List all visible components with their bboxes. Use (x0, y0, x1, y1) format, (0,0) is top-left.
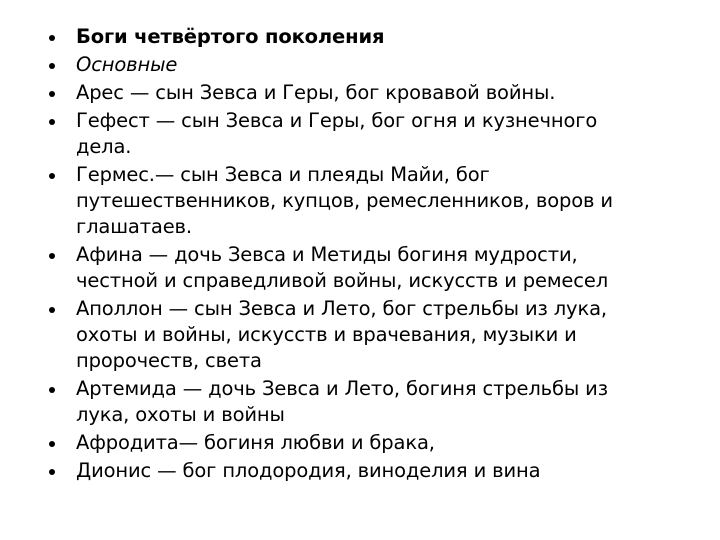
list-item-ares (49, 80, 689, 106)
list-item-text: Арес — сын Зевса и Геры, бог кровавой войны. (76, 81, 556, 104)
list-item-text: Основные (76, 53, 178, 76)
list-item-apollo (49, 296, 689, 374)
list-item-line: охоты и войны, искусств и врачевания, музыки и (76, 323, 577, 346)
list-item-line: лука, охоты и войны (76, 403, 285, 426)
list-item-text: Афродита— богиня любви и брака, (76, 431, 435, 454)
list-item-title (49, 24, 689, 50)
list-item-line: честной и справедливой войны, искусств и ремесел (76, 269, 609, 292)
bullet-icon (49, 173, 55, 179)
bullet-icon (49, 441, 55, 447)
bullet-icon (49, 253, 55, 259)
list-item-aphrodite (49, 430, 689, 456)
bullet-list (49, 24, 689, 486)
bullet-icon (49, 35, 55, 41)
bullet-icon (49, 387, 55, 393)
bullet-icon (49, 119, 55, 125)
list-item-line: Гефест — сын Зевса и Геры, бог огня и кузнечного (76, 109, 598, 132)
list-item-athena (49, 242, 689, 294)
list-item-dionysus (49, 458, 689, 484)
list-item-line: Афина — дочь Зевса и Метиды богиня мудрости, (76, 243, 578, 266)
list-item-hephaestus (49, 108, 689, 160)
list-item-line: дела. (76, 135, 132, 158)
bullet-icon (49, 91, 55, 97)
list-item-line: путешественников, купцов, ремесленников, воров и (76, 189, 613, 212)
list-item-line: Артемида — дочь Зевса и Лето, богиня стрельбы из (76, 377, 608, 400)
list-item-hermes (49, 162, 689, 240)
list-item-subtitle (49, 52, 689, 78)
list-item-line: Аполлон — сын Зевса и Лето, бог стрельбы из лука, (76, 297, 607, 320)
bullet-icon (49, 469, 55, 475)
list-item-line: пророчеств, света (76, 349, 262, 372)
bullet-icon (49, 63, 55, 69)
list-item-text: Дионис — бог плодородия, виноделия и вина (76, 459, 541, 482)
list-item-line: Гермес.— сын Зевса и плеяды Майи, бог (76, 163, 490, 186)
list-item-line: глашатаев. (76, 215, 192, 238)
list-item-text: Боги четвёртого поколения (76, 25, 385, 48)
list-item-artemis (49, 376, 689, 428)
bullet-icon (49, 307, 55, 313)
